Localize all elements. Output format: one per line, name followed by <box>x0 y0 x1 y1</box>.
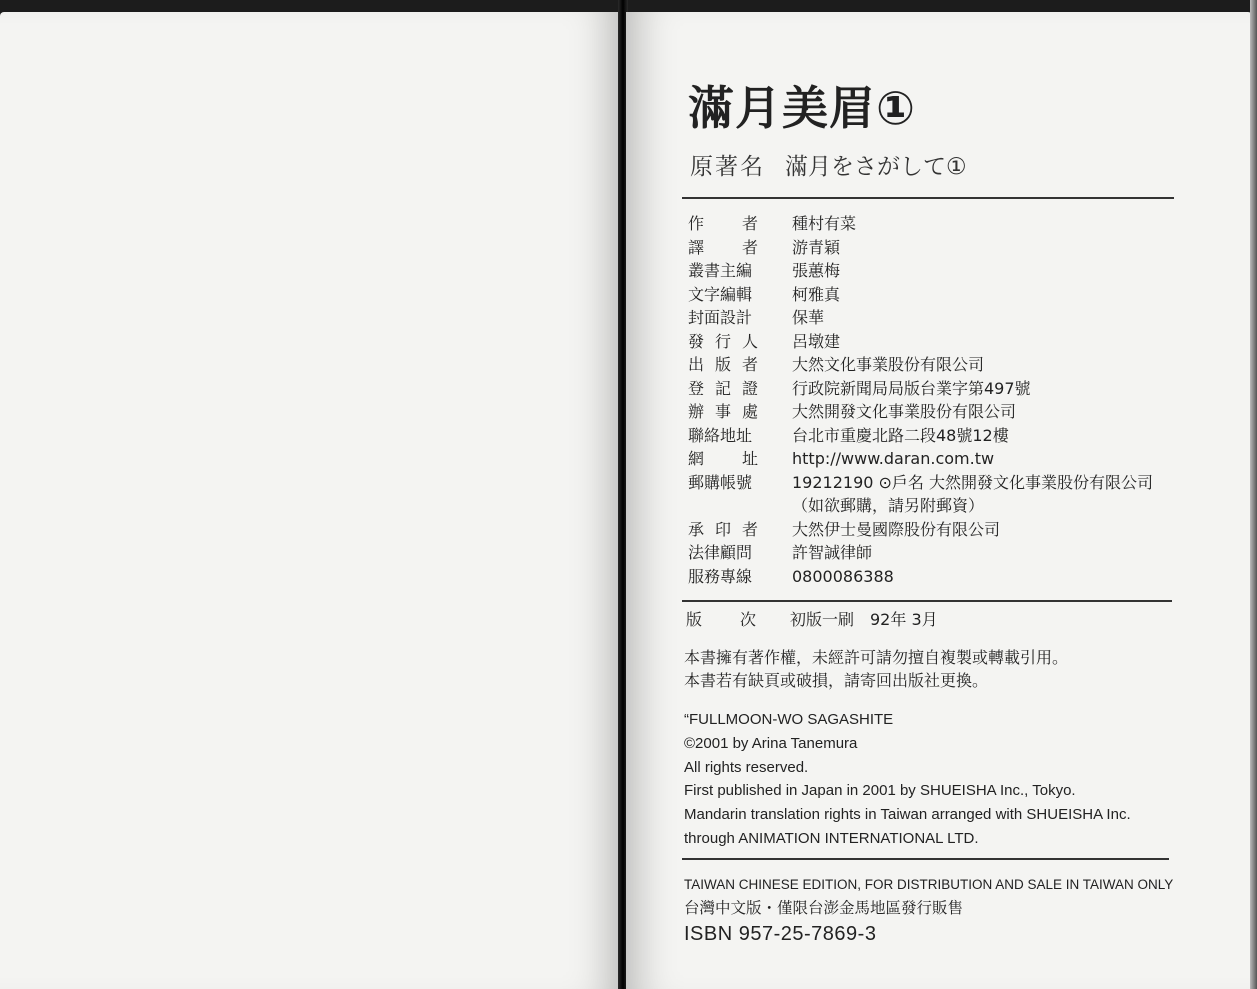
credit-label: 登 記 證 <box>688 378 758 398</box>
notice-line: 本書擁有著作權，未經許可請勿擅自複製或轉載引用。 <box>684 648 1069 667</box>
credit-label: 聯絡地址 <box>688 425 753 445</box>
copyright-line: through ANIMATION INTERNATIONAL LTD. <box>684 829 979 847</box>
credit-value: （如欲郵購，請另附郵資） <box>792 496 985 515</box>
original-title: 滿月をさがして① <box>785 154 967 180</box>
credit-label: 承 印 者 <box>688 519 758 539</box>
left-page <box>0 12 620 989</box>
credit-label: 譯 者 <box>688 237 758 257</box>
copyright-line: Mandarin translation rights in Taiwan arranged with SHUEISHA Inc. <box>684 806 1131 824</box>
divider-rule <box>682 600 1172 602</box>
edition-value: 初版一刷 92年 3月 <box>790 610 938 629</box>
credit-row <box>688 306 1153 330</box>
credit-row <box>688 541 1153 565</box>
credit-label: 郵購帳號 <box>688 472 753 492</box>
notice-line: 本書若有缺頁或破損，請寄回出版社更換。 <box>684 671 989 690</box>
credit-value: 大然文化事業股份有限公司 <box>792 355 985 374</box>
credit-label: 出 版 者 <box>688 355 758 374</box>
credit-label: 網 址 <box>688 449 758 468</box>
credit-row <box>688 518 1153 542</box>
book-title: 滿月美眉① <box>688 81 916 135</box>
credit-label: 文字編輯 <box>688 284 753 304</box>
credit-row <box>688 471 1153 495</box>
credits-list <box>688 212 1153 588</box>
credit-row <box>688 565 1153 589</box>
credit-label: 叢書主編 <box>688 261 753 280</box>
credit-row <box>688 424 1153 448</box>
isbn: ISBN 957-25-7869-3 <box>684 923 877 945</box>
credit-value: 大然伊士曼國際股份有限公司 <box>792 519 1001 539</box>
original-title-row <box>690 148 967 181</box>
edition-row <box>686 607 938 630</box>
credit-label: 辦 事 處 <box>688 402 758 421</box>
divider-rule <box>682 197 1174 199</box>
credit-value: 許智誠律師 <box>792 543 873 562</box>
credit-row <box>688 377 1153 401</box>
distribution-footer <box>684 874 1173 948</box>
credit-row <box>688 236 1153 260</box>
credit-label: 封面設計 <box>688 308 753 327</box>
copyright-line: “FULLMOON-WO SAGASHITE <box>684 711 894 728</box>
credit-value: 保華 <box>792 308 825 327</box>
copyright-notice-zh <box>684 646 1068 692</box>
credit-label: 作 者 <box>688 214 758 233</box>
credit-value: 張蕙梅 <box>792 261 841 280</box>
credit-value: 種村有菜 <box>792 214 857 233</box>
credit-row <box>688 494 1153 518</box>
credit-value: 台北市重慶北路二段48號12樓 <box>792 425 1009 445</box>
credit-value: 呂墩建 <box>792 331 841 351</box>
credit-row <box>688 283 1153 307</box>
credit-row <box>688 353 1153 377</box>
credit-value: http://www.daran.com.tw <box>792 449 995 468</box>
credit-value: 柯雅真 <box>792 284 841 304</box>
credit-value: 大然開發文化事業股份有限公司 <box>792 402 1017 421</box>
credit-value: 19212190 ⊙戶名 大然開發文化事業股份有限公司 <box>792 472 1154 492</box>
edition-label: 版 次 <box>686 610 756 629</box>
credit-label: 法律顧問 <box>688 543 753 562</box>
copyright-line: ©2001 by Arina Tanemura <box>684 734 858 752</box>
credit-row <box>688 400 1153 424</box>
credit-value: 0800086388 <box>792 566 894 586</box>
copyright-line: First published in Japan in 2001 by SHUEISHA Inc., Tokyo. <box>684 782 1076 800</box>
edition-notice-zh: 台灣中文版・僅限台澎金馬地區發行販售 <box>684 899 964 917</box>
credit-row <box>688 447 1153 471</box>
copyright-line: All rights reserved. <box>684 758 809 776</box>
copyright-notice-en <box>684 708 1131 851</box>
credit-value: 游青穎 <box>792 237 841 257</box>
original-title-label: 原著名 <box>690 154 765 180</box>
credit-label: 服務專線 <box>688 566 753 586</box>
credit-row <box>688 212 1153 236</box>
credit-row <box>688 330 1153 354</box>
edition-notice-en: TAIWAN CHINESE EDITION, FOR DISTRIBUTION AND SALE IN TAIWAN ONLY <box>684 877 1174 892</box>
credit-row <box>688 259 1153 283</box>
credit-label: 發 行 人 <box>688 331 758 351</box>
divider-rule <box>682 858 1169 860</box>
page-edge <box>1250 0 1257 989</box>
credit-value: 行政院新聞局局版台業字第497號 <box>792 378 1031 398</box>
